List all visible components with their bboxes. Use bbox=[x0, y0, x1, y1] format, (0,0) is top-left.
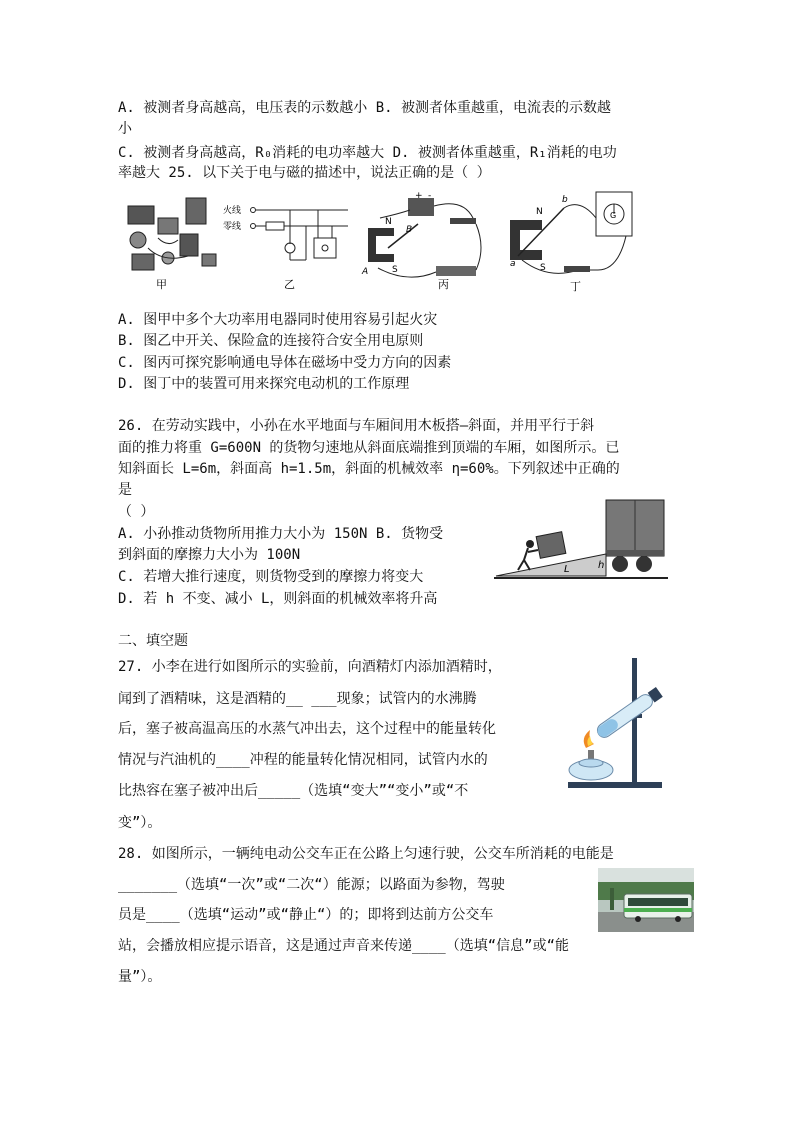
q28-line-2: _______（选填“一次”或“二次“）能源；以路面为参物，驾驶 bbox=[118, 877, 505, 893]
ramp-label-h: h bbox=[598, 560, 605, 571]
q28-line-1: 28. 如图所示，一辆纯电动公交车正在公路上匀速行驶，公交车所消耗的电能是 bbox=[118, 846, 614, 862]
q26-line-1: 26. 在劳动实践中，小孙在水平地面与车厢间用木板搭—斜面，并用平行于斜 bbox=[118, 418, 595, 434]
q27-line-3: 后，塞子被高温高压的水蒸气冲出去，这个过程中的能量转化 bbox=[118, 721, 496, 737]
label-bing-s: S bbox=[392, 265, 398, 275]
ramp-label-l: L bbox=[564, 564, 570, 575]
label-ding-b: b bbox=[562, 195, 568, 205]
figure-bing-apparatus bbox=[368, 198, 481, 277]
label-bing: 丙 bbox=[438, 278, 449, 291]
q25-figure bbox=[118, 188, 648, 296]
q24-line-1: A. 被测者身高越高，电压表的示数越小 B. 被测者体重越重，电流表的示数越 bbox=[118, 100, 611, 116]
q26-line-4: 是 bbox=[118, 482, 132, 498]
label-ding-n: N bbox=[536, 207, 543, 217]
label-galvanometer: G bbox=[610, 211, 617, 220]
label-ding: 丁 bbox=[570, 280, 581, 293]
label-huoxian: 火线 bbox=[223, 206, 242, 216]
label-yi: 乙 bbox=[284, 278, 295, 291]
q25-option-c: C. 图丙可探究影响通电导体在磁场中受力方向的因素 bbox=[118, 355, 452, 371]
q27-line-6: 变”）。 bbox=[118, 815, 162, 831]
figure-yi-circuit bbox=[251, 208, 349, 261]
label-bing-b: B bbox=[406, 225, 413, 235]
q26-line-7: 到斜面的摩擦力大小为 100N bbox=[118, 547, 301, 563]
q25-option-d: D. 图丁中的装置可用来探究电动机的工作原理 bbox=[118, 376, 410, 392]
q27-line-2: 闻到了酒精味，这是酒精的__ ___现象；试管内的水沸腾 bbox=[118, 691, 477, 707]
q24-line-2: 小 bbox=[118, 121, 132, 137]
label-plus: + bbox=[415, 191, 423, 201]
q28-line-3: 员是____（选填“运动”或“静止“）的；即将到达前方公交车 bbox=[118, 907, 494, 923]
section-title: 二、填空题 bbox=[118, 633, 188, 649]
label-lingxian: 零线 bbox=[223, 222, 242, 232]
figure-ding-apparatus bbox=[510, 192, 632, 273]
figure-jia-appliances bbox=[128, 198, 216, 270]
label-bing-a: A bbox=[362, 267, 369, 277]
q27-test-tube-figure bbox=[566, 654, 678, 792]
q25-option-b: B. 图乙中开关、保险盒的连接符合安全用电原则 bbox=[118, 333, 424, 349]
label-ding-s: S bbox=[540, 263, 546, 273]
q24-line-4: 率越大 25. 以下关于电与磁的描述中，说法正确的是（ ） bbox=[118, 165, 491, 181]
q27-line-5: 比热容在塞子被冲出后_____（选填“变大”“变小”或“不 bbox=[118, 783, 469, 799]
q26-line-2: 面的推力将重 G=600N 的货物匀速地从斜面底端推到顶端的车厢，如图所示。已 bbox=[118, 440, 620, 456]
q26-option-d: D. 若 h 不变、减小 L，则斜面的机械效率将升高 bbox=[118, 591, 438, 607]
q25-option-a: A. 图甲中多个大功率用电器同时使用容易引起火灾 bbox=[118, 312, 438, 328]
q26-line-3: 知斜面长 L=6m，斜面高 h=1.5m，斜面的机械效率 η=60%。下列叙述中正确的 bbox=[118, 461, 620, 477]
q28-bus-photo bbox=[598, 868, 694, 932]
q26-option-c: C. 若增大推行速度，则货物受到的摩擦力将变大 bbox=[118, 569, 424, 585]
q26-line-5: （ ） bbox=[118, 504, 155, 520]
q24-line-3: C. 被测者身高越高，R₀消耗的电功率越大 D. 被测者体重越重，R₁消耗的电功 bbox=[118, 145, 617, 161]
q26-ramp-figure bbox=[494, 494, 668, 582]
label-minus: - bbox=[428, 191, 432, 201]
label-ding-a: a bbox=[510, 259, 516, 269]
q26-option-a-b: A. 小孙推动货物所用推力大小为 150N B. 货物受 bbox=[118, 526, 444, 542]
q28-line-5: 量”）。 bbox=[118, 969, 162, 985]
label-jia: 甲 bbox=[156, 278, 167, 291]
label-bing-n: N bbox=[385, 217, 392, 227]
q27-line-4: 情况与汽油机的____冲程的能量转化情况相同，试管内水的 bbox=[118, 752, 488, 768]
q27-line-1: 27. 小李在进行如图所示的实验前，向酒精灯内添加酒精时， bbox=[118, 659, 502, 675]
q28-line-4: 站，会播放相应提示语音，这是通过声音来传递____（选填“信息”或“能 bbox=[118, 938, 569, 954]
